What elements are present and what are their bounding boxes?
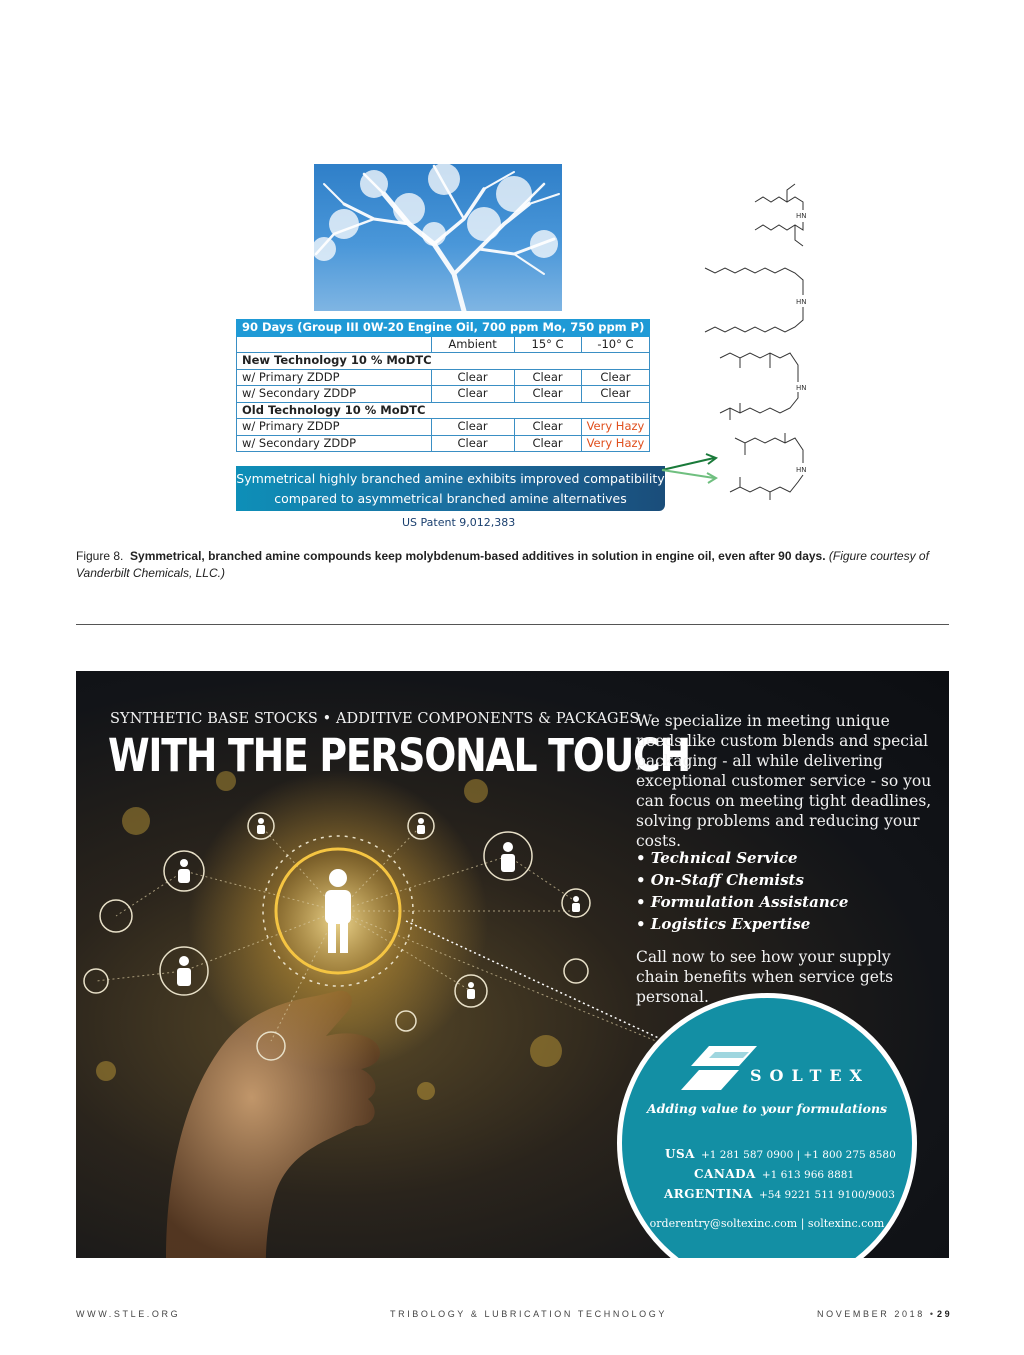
caption-bold-text: Symmetrical, branched amine compounds keep molybdenum-based additives in solution in engine oil, even after 90 days. xyxy=(130,549,826,563)
table-title: 90 Days (Group III 0W-20 Engine Oil, 700 ppm Mo, 750 ppm P) xyxy=(237,320,650,337)
person-icon-left xyxy=(178,859,190,883)
soltex-tagline: Adding value to your formulations xyxy=(646,1101,888,1116)
soltex-advertisement xyxy=(76,671,949,1258)
compatibility-table xyxy=(236,319,650,452)
table-cell-hazy: Very Hazy xyxy=(581,419,650,436)
frosted-branches-illustration xyxy=(314,164,562,311)
table-cell: Clear xyxy=(581,369,650,386)
soltex-email-website[interactable]: orderentry@soltexinc.com | soltexinc.com xyxy=(649,1217,885,1230)
ad-headline: WITH THE PERSONAL TOUCH xyxy=(108,729,690,782)
list-item: • On-Staff Chemists xyxy=(636,871,804,889)
footer-page-number: 29 xyxy=(937,1309,953,1319)
section-divider xyxy=(76,624,949,625)
molecule-1-lower-chain xyxy=(755,222,803,230)
person-icon-small xyxy=(417,818,425,834)
footer-journal-name: TRIBOLOGY & LUBRICATION TECHNOLOGY xyxy=(390,1309,667,1319)
contact-country: CANADA xyxy=(694,1167,756,1181)
row-label: w/ Primary ZDDP xyxy=(237,419,432,436)
contact-country: ARGENTINA xyxy=(664,1187,753,1201)
section-heading: New Technology 10 % MoDTC xyxy=(237,353,650,370)
table-section-row xyxy=(237,353,650,370)
table-header-row xyxy=(237,336,650,353)
table-title-row xyxy=(237,320,650,337)
section-heading: Old Technology 10 % MoDTC xyxy=(237,402,650,419)
ad-call-to-action: Call now to see how your supply chain benefits when service gets personal. xyxy=(636,948,894,1006)
patent-reference: US Patent 9,012,383 xyxy=(402,516,516,529)
table-cell: Clear xyxy=(431,386,514,403)
table-row xyxy=(237,386,650,403)
table-cell: Clear xyxy=(431,419,514,436)
list-item: • Formulation Assistance xyxy=(636,893,849,911)
table-cell: Clear xyxy=(514,419,581,436)
contact-country: USA xyxy=(665,1147,695,1161)
table-cell: Clear xyxy=(514,386,581,403)
callout-line-1: Symmetrical highly branched amine exhibits improved compatibility xyxy=(236,471,665,486)
contact-usa xyxy=(665,1147,896,1161)
callout-line-2: compared to asymmetrical branched amine alternatives xyxy=(274,491,627,506)
ad-kicker: SYNTHETIC BASE STOCKS • ADDITIVE COMPONENTS & PACKAGES xyxy=(110,711,640,727)
table-cell-hazy: Very Hazy xyxy=(581,435,650,452)
molecule-3-upper-chain xyxy=(720,353,798,382)
figure-callout-box xyxy=(236,466,665,511)
caption-prefix: Figure 8. xyxy=(76,549,124,563)
table-row xyxy=(237,369,650,386)
table-cell: Clear xyxy=(514,369,581,386)
amine-label-3: HN xyxy=(796,384,807,392)
column-header: -10° C xyxy=(581,336,650,353)
table-section-row xyxy=(237,402,650,419)
table-cell: Clear xyxy=(431,435,514,452)
amine-label-4: HN xyxy=(796,466,807,474)
contact-phone[interactable]: +54 9221 511 9100/9003 xyxy=(758,1189,895,1201)
column-header: 15° C xyxy=(514,336,581,353)
ad-body-text: We specialize in meeting unique needs like custom blends and special packaging - all while delivering exceptional customer service - so you can focus on meeting tight deadlines, solving problems and reducing your costs. xyxy=(636,712,932,850)
table-corner-cell xyxy=(237,336,432,353)
molecule-3-lower-chain xyxy=(720,392,798,413)
molecule-1-upper-chain xyxy=(755,197,803,210)
list-item: • Logistics Expertise xyxy=(636,915,811,933)
table-row xyxy=(237,435,650,452)
contact-phone[interactable]: +1 281 587 0900 | +1 800 275 8580 xyxy=(700,1149,896,1161)
frosted-tree-photo xyxy=(314,164,562,311)
footer-website[interactable]: WWW.STLE.ORG xyxy=(76,1309,181,1319)
row-label: w/ Primary ZDDP xyxy=(237,369,432,386)
molecule-2-lower-chain xyxy=(705,307,803,332)
figure-caption xyxy=(76,548,946,582)
column-header: Ambient xyxy=(431,336,514,353)
molecule-2-upper-chain xyxy=(705,268,803,295)
table-cell: Clear xyxy=(581,386,650,403)
soltex-wordmark: SOLTEX xyxy=(750,1066,870,1085)
person-icon-lower-left xyxy=(177,956,191,986)
person-icon-small xyxy=(572,896,580,912)
person-icon-small xyxy=(257,818,265,834)
list-item: • Technical Service xyxy=(636,849,798,867)
contact-phone[interactable]: +1 613 966 8881 xyxy=(761,1169,855,1181)
person-icon-small xyxy=(467,982,475,999)
table-cell: Clear xyxy=(431,369,514,386)
footer-issue-date: NOVEMBER 2018 • xyxy=(817,1309,936,1319)
contact-argentina xyxy=(664,1187,895,1201)
table-cell: Clear xyxy=(514,435,581,452)
person-icon-right xyxy=(501,842,515,872)
amine-structures-diagram xyxy=(700,170,830,500)
row-label: w/ Secondary ZDDP xyxy=(237,435,432,452)
molecule-4-lower-chain xyxy=(730,475,803,492)
amine-label-1: HN xyxy=(796,212,807,220)
amine-label-2: HN xyxy=(796,298,807,306)
row-label: w/ Secondary ZDDP xyxy=(237,386,432,403)
soltex-logo-icon xyxy=(679,1038,759,1098)
caption-credit: (Figure courtesy of Vanderbilt Chemicals, LLC.) xyxy=(76,549,929,580)
ad-service-list xyxy=(636,847,848,935)
contact-canada xyxy=(694,1167,854,1181)
table-row xyxy=(237,419,650,436)
